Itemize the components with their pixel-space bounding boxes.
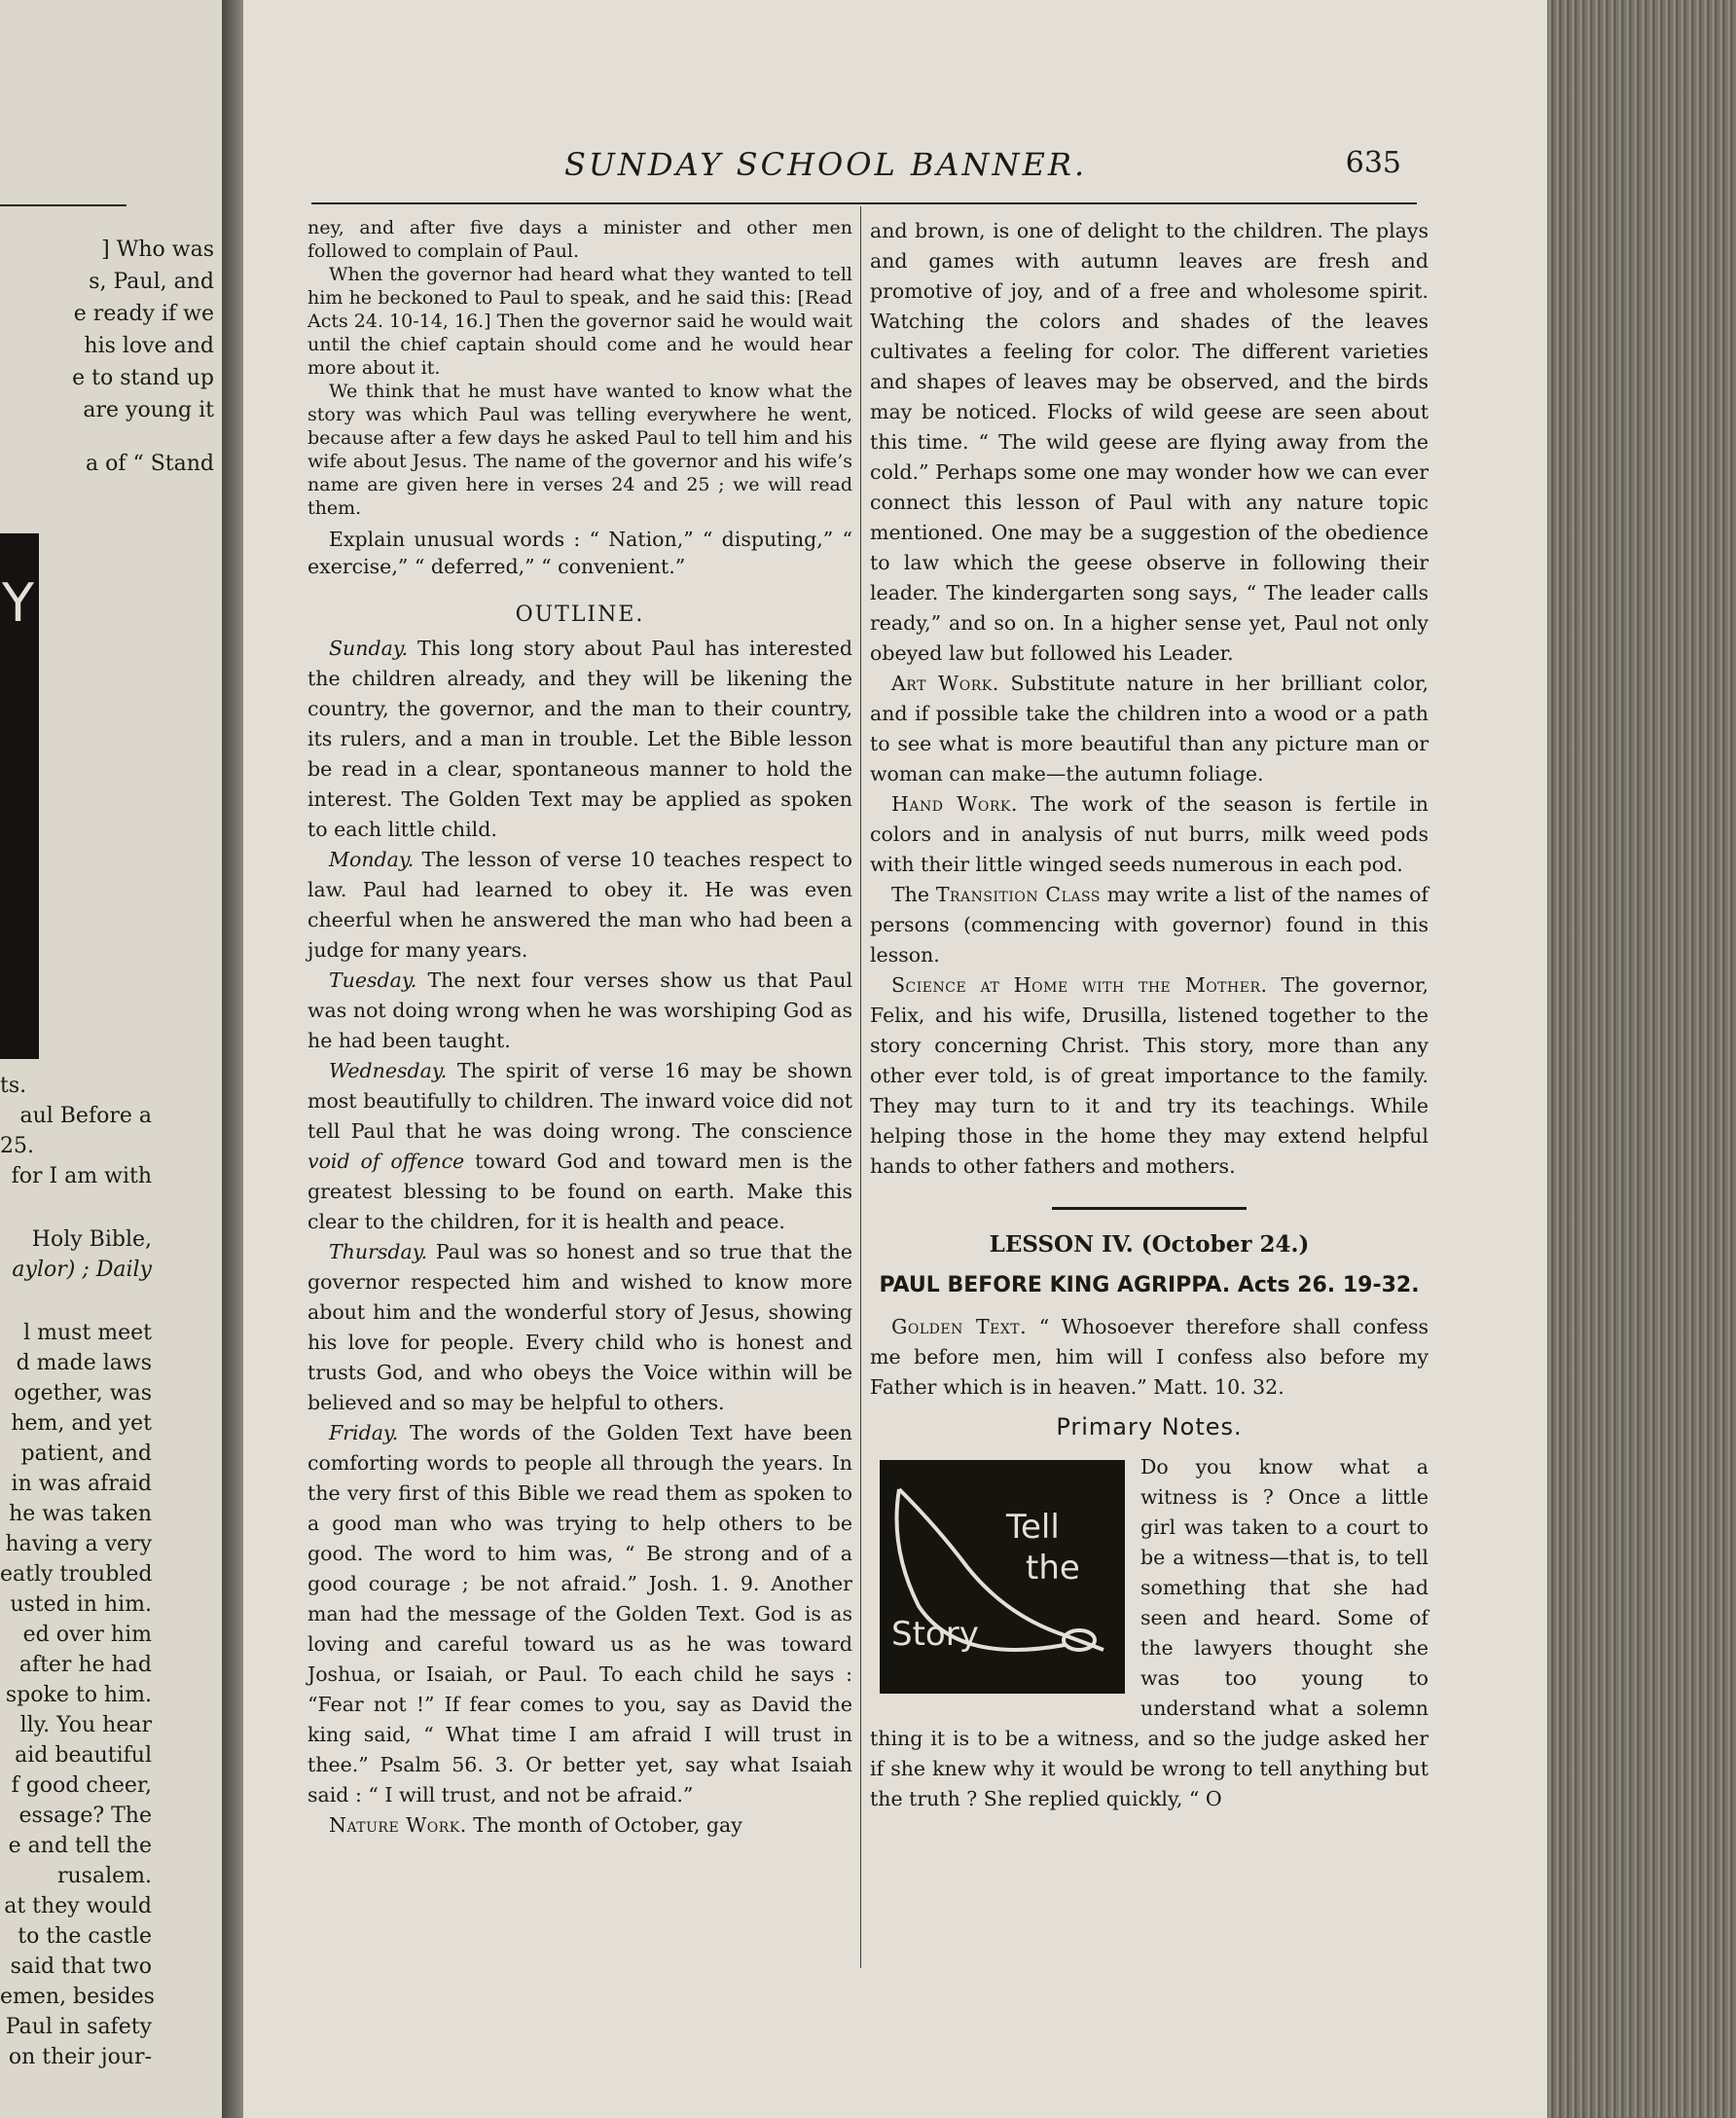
science-at-home (870, 970, 1429, 1182)
illustration-word: Tell (1006, 1508, 1060, 1547)
left-line: aul Before a (19, 1104, 152, 1128)
section-label: Art Work. (891, 672, 999, 695)
column-divider (860, 206, 861, 1968)
left-line: e and tell the (8, 1834, 152, 1858)
tell-the-story-illustration (880, 1460, 1125, 1694)
day-text: toward God and toward men is the greatest blessing to be found on earth. Make this clear to the children, for it is health and peace. (307, 1150, 852, 1233)
left-line: ogether, was (14, 1381, 152, 1406)
day-label: Thursday. (329, 1240, 428, 1263)
day-text: The lesson of verse 10 teaches respect to law. Paul had learned to obey it. He was even cheerful when he answered the man who had been a judge for many years. (307, 848, 852, 962)
emphasis: void of offence (307, 1150, 465, 1173)
left-line: in was afraid (11, 1472, 152, 1496)
left-line: at they would (4, 1894, 152, 1918)
left-line: Paul in safety (5, 2015, 152, 2039)
publication-title: SUNDAY SCHOOL BANNER. (564, 146, 1088, 183)
day-label: Wednesday. (329, 1059, 448, 1082)
left-line: patient, and (20, 1442, 152, 1466)
day-text: This long story about Paul has interested the children already, and they will be likening the country, the governor, and the man to their country, its rulers, and a man in trouble. Let the Bible lesson be read in a clear, spontaneous manner to hold the interest. The Golden Text may be applied as spoken to each little child. (307, 637, 852, 841)
left-line: emen, besides (0, 1985, 155, 2009)
paragraph: When the governor had heard what they wanted to tell him he beckoned to Paul to speak, and he said this: [Read Acts 24. 10-14, 16.] Then the governor said he would wait until the chief captain should come and he would hear more about it. (307, 264, 853, 379)
left-line: are young it (83, 398, 214, 422)
left-line: e to stand up (72, 366, 214, 390)
day-text: Paul was so honest and so true that the governor respected him and wished to know more about him and the wonderful story of Jesus, showing his love for people. Every child who is honest and trusts God, and who obeys the Voice within will be believed and so may be helpful to others. (307, 1240, 852, 1414)
hand-work (870, 789, 1429, 880)
section-label: Transition Class (935, 883, 1101, 906)
outline-heading: OUTLINE. (515, 603, 645, 627)
left-line: ts. (0, 1074, 27, 1098)
outline-monday (307, 845, 852, 966)
left-line: hem, and yet (11, 1411, 152, 1436)
illustration-word: the (1026, 1549, 1080, 1588)
left-line: l must meet (23, 1321, 152, 1345)
book-page-edges (1547, 0, 1736, 2118)
page-number: 635 (1345, 146, 1401, 180)
nature-work (307, 1810, 852, 1841)
book-gutter (222, 0, 243, 2118)
running-header (564, 146, 1401, 185)
left-line: on their jour- (8, 2045, 152, 2069)
day-label: Friday. (329, 1421, 399, 1444)
left-line: e ready if we (73, 302, 214, 326)
left-page-illustration (0, 533, 39, 1059)
left-line: his love and (84, 334, 214, 358)
outline-wednesday (307, 1056, 852, 1237)
section-text: The work of the season is fertile in colors and in analysis of nut burrs, milk weed pods with their little winged seeds numerous in each pod. (870, 792, 1429, 876)
day-text: The spirit of verse 16 may be shown most beautifully to children. The inward voice did not tell Paul that he was doing wrong. The conscience (307, 1059, 852, 1143)
left-line: 25. (0, 1134, 34, 1158)
lesson-heading: LESSON IV. (October 24.) (989, 1231, 1310, 1258)
golden-text (870, 1312, 1429, 1403)
left-line: he was taken (9, 1502, 152, 1526)
left-line: d made laws (16, 1351, 152, 1375)
section-label: Nature Work. (329, 1813, 467, 1837)
outline-thursday (307, 1237, 852, 1418)
left-page-text-top (0, 234, 214, 480)
illustration-letter: Y (2, 572, 34, 634)
left-line: spoke to him. (5, 1683, 152, 1707)
trumpet-icon (880, 1460, 1125, 1694)
left-line: s, Paul, and (89, 270, 214, 294)
section-text: The (891, 883, 936, 906)
section-label: Hand Work. (891, 792, 1018, 816)
paragraph: Do you know what a witness is ? Once a little girl was taken to a court to be a witness—that is, to tell something that she had seen and heard. Some of the lawyers thought she was too young to understand what a solemn thing it is to be a witness, and so the judge asked her if she knew why it would be wrong to tell anything but the truth ? She replied quickly, “ O (870, 1455, 1429, 1810)
illustration-word: Story (891, 1615, 979, 1654)
left-line: a of “ Stand (85, 452, 214, 476)
day-label: Sunday. (329, 637, 409, 660)
section-rule (1052, 1207, 1247, 1210)
outline-friday (307, 1418, 852, 1810)
paragraph: and brown, is one of delight to the children. The plays and games with autumn leaves are fresh and promotive of joy, and of a free and wholesome spirit. Watching the colors and shades of the leaves cultivates a feeling for color. The different varieties and shapes of leaves may be observed, and the birds may be noticed. Flocks of wild geese are seen about this time. “ The wild geese are flying away from the cold.” Perhaps some one may wonder how we can ever connect this lesson of Paul with any nature topic mentioned. One may be a suggestion of the obedience to law which the geese observe in following their leader. The kindergarten song says, “ The leader calls ready,” and so on. In a higher sense yet, Paul not only obeyed law but followed his Leader. (870, 219, 1429, 665)
left-page-fragment (0, 0, 224, 2118)
left-line: lly. You hear (19, 1713, 152, 1737)
left-line: usted in him. (10, 1592, 152, 1617)
art-work (870, 669, 1429, 789)
left-line: having a very (5, 1532, 152, 1556)
left-line: said that two (10, 1954, 152, 1979)
section-text: “ Whosoever therefore shall confess me before men, him will I confess also before my Father which is in heaven.” Matt. 10. 32. (870, 1315, 1429, 1399)
left-line: to the castle (18, 1924, 152, 1949)
paragraph: We think that he must have wanted to know what the story was which Paul was telling everywhere he went, because after a few days he asked Paul to tell him and his wife about Jesus. The name of the governor and his wife’s name are given here in verses 24 and 25 ; we will read them. (307, 381, 852, 519)
left-line: Holy Bible, (31, 1227, 152, 1252)
left-line: eatly troubled (0, 1562, 153, 1587)
left-page-text-bottom (0, 1071, 155, 2072)
left-column (307, 216, 852, 1841)
transition-class (870, 880, 1429, 970)
left-line: essage? The (18, 1804, 152, 1828)
section-text: may write a list of the names of persons (commencing with governor) found in this lesson. (870, 883, 1429, 967)
left-line: for I am with (11, 1164, 152, 1188)
left-line: aid beautiful (15, 1743, 152, 1768)
left-line: ] Who was (101, 237, 214, 262)
day-text: The words of the Golden Text have been comforting words to people all through the years. In the very first of this Bible we read them as spoken to a good man who was trying to help others to be good. The word to him was, “ Be strong and of a good courage ; be not afraid.” Josh. 1. 9. Another man had the message of the Golden Text. God is as loving and careful toward us as he was toward Joshua, or Isaiah, or Paul. To each child he says : “Fear not !” If fear comes to you, say as David the king said, “ What time I am afraid I will trust in thee.” Psalm 56. 3. Or better yet, say what Isaiah said : “ I will trust, and not be afraid.” (307, 1421, 852, 1807)
left-line: rusalem. (56, 1864, 152, 1888)
section-text: The governor, Felix, and his wife, Drusilla, listened together to the story concerning Christ. This story, more than any other ever told, is of great importance to the family. They may turn to it and try its teachings. While helping those in the home they may extend helpful hands to other fathers and mothers. (870, 973, 1429, 1178)
outline-tuesday (307, 966, 852, 1056)
lesson-title: PAUL BEFORE KING AGRIPPA. Acts 26. 19-32. (879, 1273, 1420, 1297)
paragraph: ney, and after five days a minister and other men followed to complain of Paul. (307, 217, 852, 262)
outline-sunday (307, 634, 852, 845)
day-label: Tuesday. (329, 968, 417, 992)
day-text: The next four verses show us that Paul was not doing wrong when he was worshiping God as he had been taught. (307, 968, 852, 1052)
header-rule (311, 202, 1417, 204)
left-line: aylor) ; Daily (12, 1258, 152, 1282)
left-page-rule (0, 204, 127, 206)
day-label: Monday. (329, 848, 415, 871)
section-label: Science at Home with the Mother. (891, 973, 1268, 997)
primary-notes-heading: Primary Notes. (1056, 1413, 1243, 1441)
left-line: f good cheer, (11, 1773, 152, 1798)
section-text: The month of October, gay (466, 1813, 742, 1837)
left-line: after he had (18, 1653, 152, 1677)
section-text: Substitute nature in her brilliant color, and if possible take the children into a wood or a path to see what is more beautiful than any picture man or woman can make—the autumn foliage. (870, 672, 1429, 785)
section-label: Golden Text. (891, 1315, 1028, 1338)
right-column (870, 216, 1429, 1814)
left-line: ed over him (22, 1623, 152, 1647)
primary-notes (870, 1452, 1429, 1814)
paragraph: Explain unusual words : “ Nation,” “ disputing,” “ exercise,” “ deferred,” “ convenient.” (307, 528, 852, 578)
